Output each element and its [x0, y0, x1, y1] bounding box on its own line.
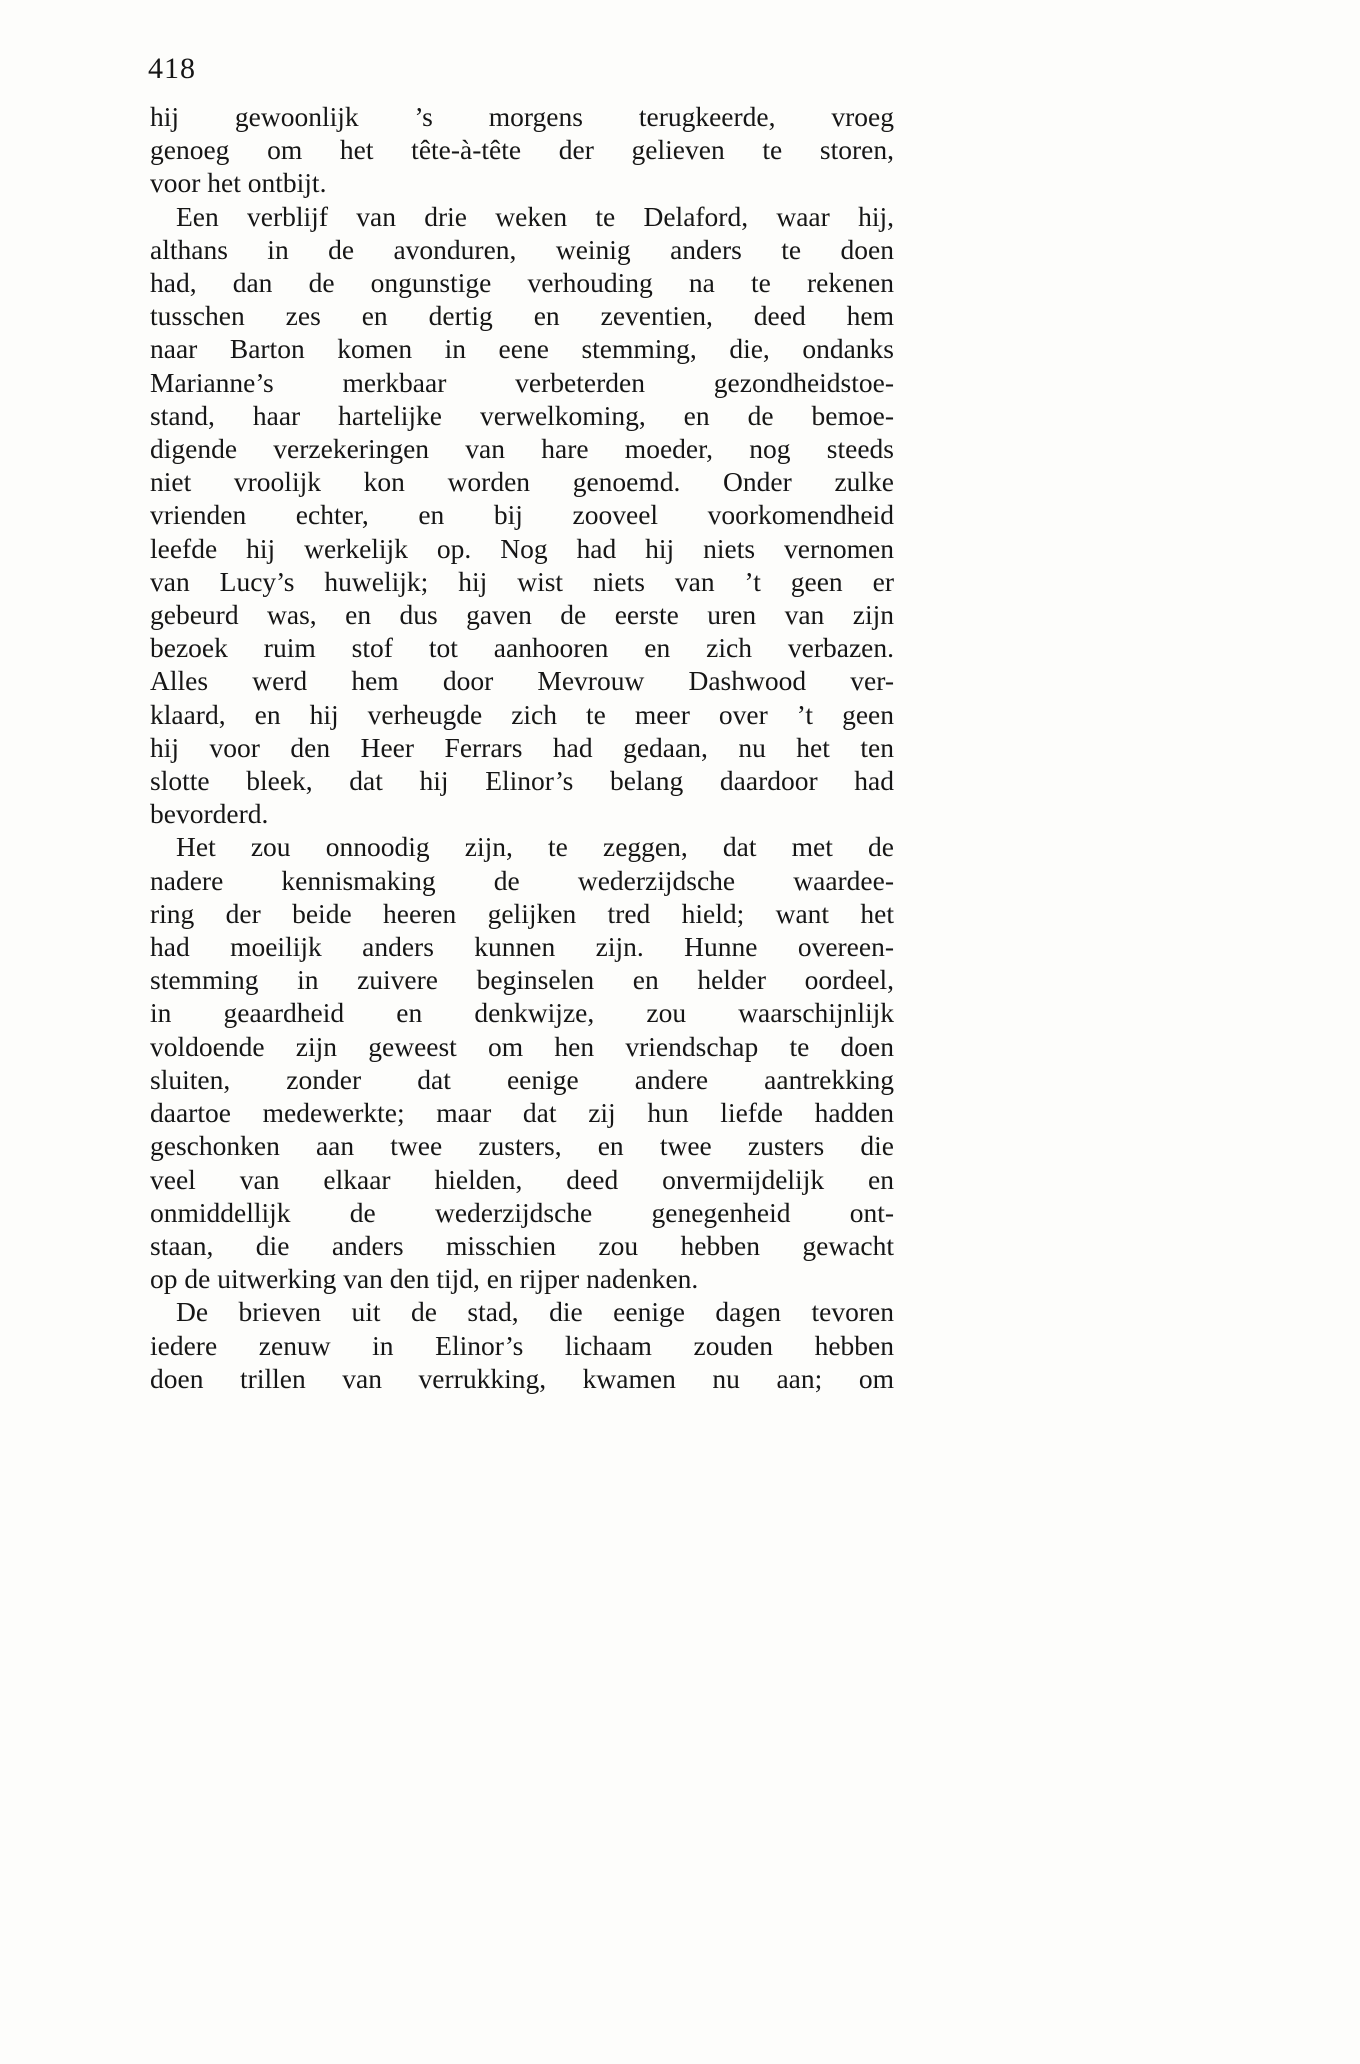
text-line: in geaardheid en denkwijze, zou waarschijnlijk: [150, 997, 894, 1029]
text-line: genoeg om het tête-à-tête der gelieven te storen,: [150, 134, 894, 166]
text-line: naar Barton komen in eene stemming, die, ondanks: [150, 333, 894, 365]
text-line: voor het ontbijt.: [150, 167, 327, 199]
text-line: Een verblijf van drie weken te Delaford, waar hij,: [176, 200, 894, 232]
text-line: op de uitwerking van den tijd, en rijper nadenken.: [150, 1263, 699, 1295]
text-line: Alles werd hem door Mevrouw Dashwood ver-: [150, 665, 894, 697]
text-line: niet vroolijk kon worden genoemd. Onder zulke: [150, 466, 894, 498]
text-line: tusschen zes en dertig en zeventien, deed hem: [150, 300, 894, 332]
text-line: Het zou onnoodig zijn, te zeggen, dat met de: [176, 831, 894, 863]
text-line: ring der beide heeren gelijken tred hield; want het: [150, 897, 894, 929]
text-line: sluiten, zonder dat eenige andere aantrekking: [150, 1063, 894, 1095]
text-line: althans in de avonduren, weinig anders te doen: [150, 233, 894, 265]
text-line: iedere zenuw in Elinor’s lichaam zouden hebben: [150, 1329, 894, 1361]
text-line: daartoe medewerkte; maar dat zij hun liefde hadden: [150, 1097, 894, 1129]
text-line: nadere kennismaking de wederzijdsche waardee-: [150, 864, 894, 896]
text-line: staan, die anders misschien zou hebben gewacht: [150, 1229, 894, 1261]
text-line: vrienden echter, en bij zooveel voorkomendheid: [150, 499, 894, 531]
text-line: digende verzekeringen van hare moeder, nog steeds: [150, 433, 894, 465]
text-line: veel van elkaar hielden, deed onvermijdelijk en: [150, 1163, 894, 1195]
text-line: had, dan de ongunstige verhouding na te rekenen: [150, 267, 894, 299]
text-line: geschonken aan twee zusters, en twee zusters die: [150, 1130, 894, 1162]
text-line: bezoek ruim stof tot aanhooren en zich verbazen.: [150, 632, 894, 664]
text-line: stemming in zuivere beginselen en helder oordeel,: [150, 964, 894, 996]
text-line: had moeilijk anders kunnen zijn. Hunne overeen-: [150, 931, 894, 963]
text-line: van Lucy’s huwelijk; hij wist niets van ’t geen er: [150, 565, 894, 597]
text-line: Marianne’s merkbaar verbeterden gezondheidstoe-: [150, 366, 894, 398]
text-line: De brieven uit de stad, die eenige dagen tevoren: [176, 1296, 894, 1328]
text-line: doen trillen van verrukking, kwamen nu aan; om: [150, 1362, 894, 1394]
text-line: hij voor den Heer Ferrars had gedaan, nu het ten: [150, 731, 894, 763]
text-line: gebeurd was, en dus gaven de eerste uren van zijn: [150, 599, 894, 631]
page-number: 418: [148, 52, 196, 85]
text-line: hij gewoonlijk ’s morgens terugkeerde, vroeg: [150, 101, 894, 132]
text-line: voldoende zijn geweest om hen vriendschap te doen: [150, 1030, 894, 1062]
text-line: slotte bleek, dat hij Elinor’s belang daardoor had: [150, 765, 894, 797]
text-line: leefde hij werkelijk op. Nog had hij niets vernomen: [150, 532, 894, 564]
page-text: [150, 100, 894, 1395]
text-line: klaard, en hij verheugde zich te meer over ’t geen: [150, 698, 894, 730]
text-line: onmiddellijk de wederzijdsche genegenheid ont-: [150, 1196, 894, 1228]
text-line: bevorderd.: [150, 798, 269, 830]
text-line: stand, haar hartelijke verwelkoming, en de bemoe-: [150, 399, 894, 431]
